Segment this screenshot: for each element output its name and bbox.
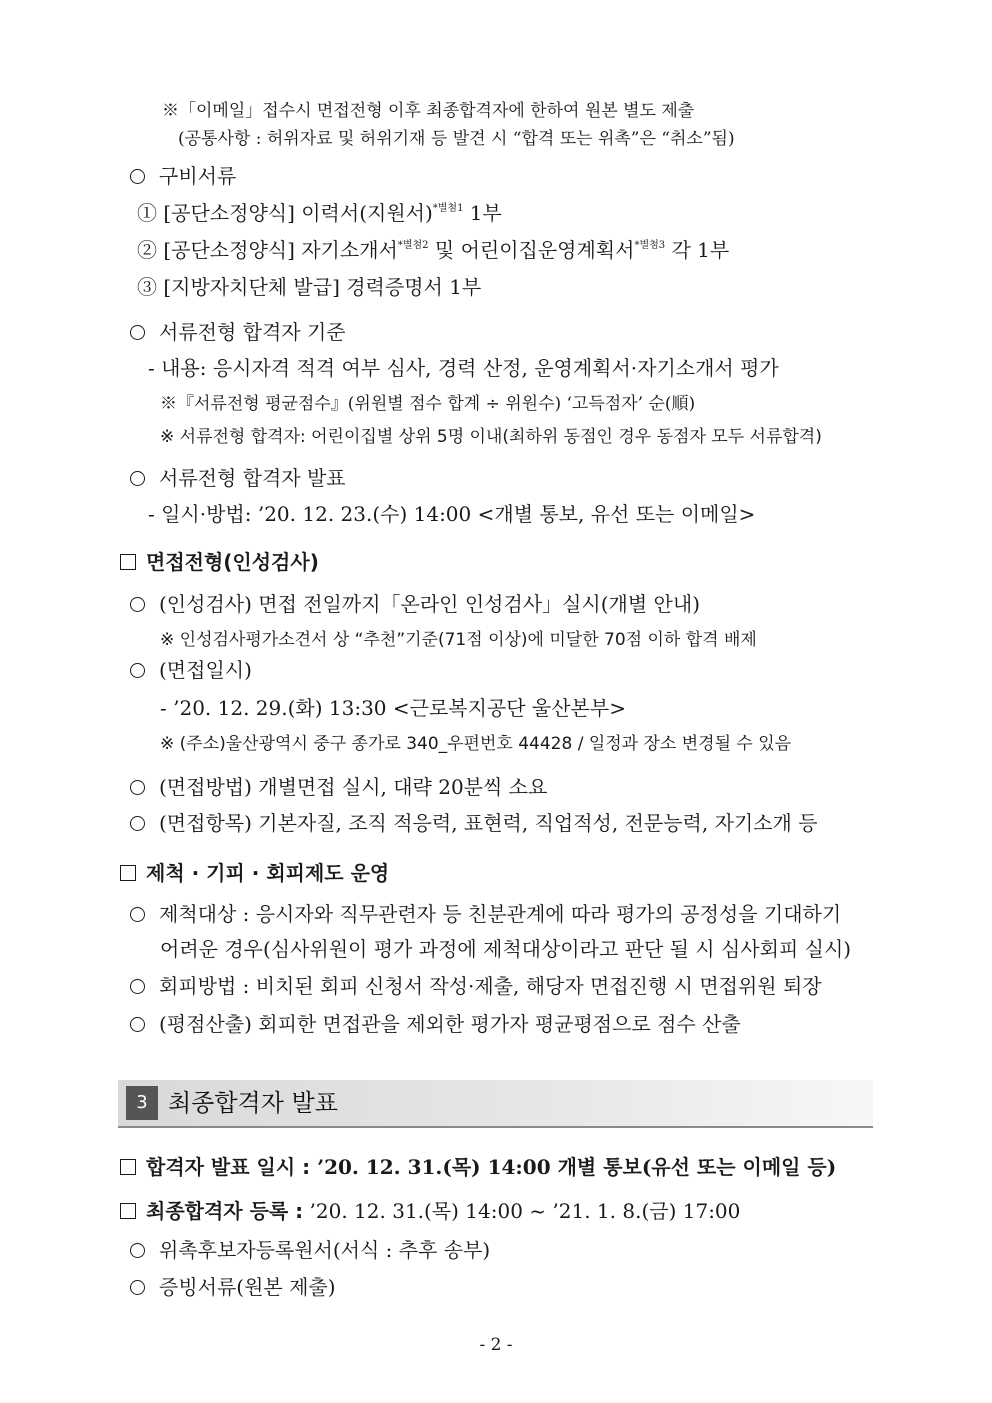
note-average-score: ※『서류전형 평균점수』(위원별 점수 합계 ÷ 위원수) ‘고득점자’ 순(順) [160, 394, 696, 414]
circle-bullet-icon [130, 1243, 145, 1258]
exclusion-section-heading: 제척 · 기피 · 회피제도 운영 [120, 860, 389, 886]
circle-bullet-icon [130, 663, 145, 678]
required-doc-3: ③ [지방자치단체 발급] 경력증명서 1부 [137, 275, 482, 299]
section-number: 3 [126, 1086, 158, 1120]
doc-screening-announce-heading: 서류전형 합격자 발표 [130, 465, 346, 491]
note-email-original: ※「이메일」접수시 면접전형 이후 최종합격자에 한하여 원본 별도 제출 [162, 101, 695, 121]
avoidance-method-item: 회피방법 : 비치된 회피 신청서 작성·제출, 해당자 면접진행 시 면접위원 퇴장 [130, 973, 822, 999]
interview-section-heading: 면접전형(인성검사) [120, 549, 319, 575]
circle-bullet-icon [130, 597, 145, 612]
section-title: 최종합격자 발표 [168, 1089, 338, 1117]
circle-bullet-icon [130, 169, 145, 184]
registration-form-item: 위촉후보자등록원서(서식 : 추후 송부) [130, 1237, 490, 1263]
interview-date: - ’20. 12. 29.(화) 13:30 <근로복지공단 울산본부> [160, 696, 626, 720]
personality-test-item: (인성검사) 면접 전일까지「온라인 인성검사」실시(개별 안내) [130, 591, 700, 617]
note-pass-limit: ※ 서류전형 합격자: 어린이집별 상위 5명 이내(최하위 동점인 경우 동점자 모두 서류합격) [160, 427, 822, 447]
supporting-docs-item: 증빙서류(원본 제출) [130, 1274, 336, 1300]
score-calculation-item: (평점산출) 회피한 면접관을 제외한 평가자 평균평점으로 점수 산출 [130, 1011, 741, 1037]
interview-items-item: (면접항목) 기본자질, 조직 적응력, 표현력, 직업적성, 전문능력, 자기소개 등 [130, 810, 818, 836]
final-announcement-line: 합격자 발표 일시 : ’20. 12. 31.(목) 14:00 개별 통보(유선 또는 이메일 등) [120, 1154, 836, 1180]
circle-bullet-icon [130, 780, 145, 795]
note-common-matters: (공통사항 : 허위자료 및 허위기재 등 발견 시 “합격 또는 위촉”은 “취소”됨) [178, 129, 735, 149]
circle-bullet-icon [130, 907, 145, 922]
doc-screening-announce-date: - 일시·방법: ’20. 12. 23.(수) 14:00 <개별 통보, 유선 또는 이메일> [148, 502, 756, 526]
square-bullet-icon [120, 1203, 136, 1219]
note-personality-threshold: ※ 인성검사평가소견서 상 “추천”기준(71점 이상)에 미달한 70점 이하 합격 배제 [160, 630, 757, 650]
circle-bullet-icon [130, 471, 145, 486]
circle-bullet-icon [130, 1280, 145, 1295]
final-registration-line: 최종합격자 등록 : ’20. 12. 31.(목) 14:00 ~ ’21. 1. 8.(금) 17:00 [120, 1198, 740, 1224]
section-3-header [118, 1080, 873, 1128]
square-bullet-icon [120, 865, 136, 881]
circle-bullet-icon [130, 979, 145, 994]
interview-date-heading: (면접일시) [130, 657, 252, 683]
doc-screening-criteria-heading: 서류전형 합격자 기준 [130, 319, 346, 345]
exclusion-target-continued: 어려운 경우(심사위원이 평가 과정에 제척대상이라고 판단 될 시 심사회피 실시) [160, 937, 852, 961]
interview-method-item: (면접방법) 개별면접 실시, 대략 20분씩 소요 [130, 774, 547, 800]
square-bullet-icon [120, 1159, 136, 1175]
required-doc-1: ① [공단소정양식] 이력서(지원서)$^{*별첨1}$ 1부 [137, 201, 502, 225]
required-doc-2: ② [공단소정양식] 자기소개서$^{*별첨2}$ 및 어린이집운영계획서$^{*별첨3}$ 각 1부 [137, 238, 730, 262]
required-docs-heading: 구비서류 [130, 163, 236, 189]
circle-bullet-icon [130, 816, 145, 831]
page-number: - 2 - [479, 1335, 513, 1355]
exclusion-target-item: 제척대상 : 응시자와 직무관련자 등 친분관계에 따라 평가의 공정성을 기대하기 [130, 901, 841, 927]
square-bullet-icon [120, 554, 136, 570]
note-interview-address: ※ (주소)울산광역시 중구 종가로 340_우편번호 44428 / 일정과 장소 변경될 수 있음 [160, 734, 792, 754]
circle-bullet-icon [130, 1017, 145, 1032]
circle-bullet-icon [130, 325, 145, 340]
doc-screening-content: - 내용: 응시자격 적격 여부 심사, 경력 산정, 운영계획서·자기소개서 평가 [148, 356, 779, 380]
